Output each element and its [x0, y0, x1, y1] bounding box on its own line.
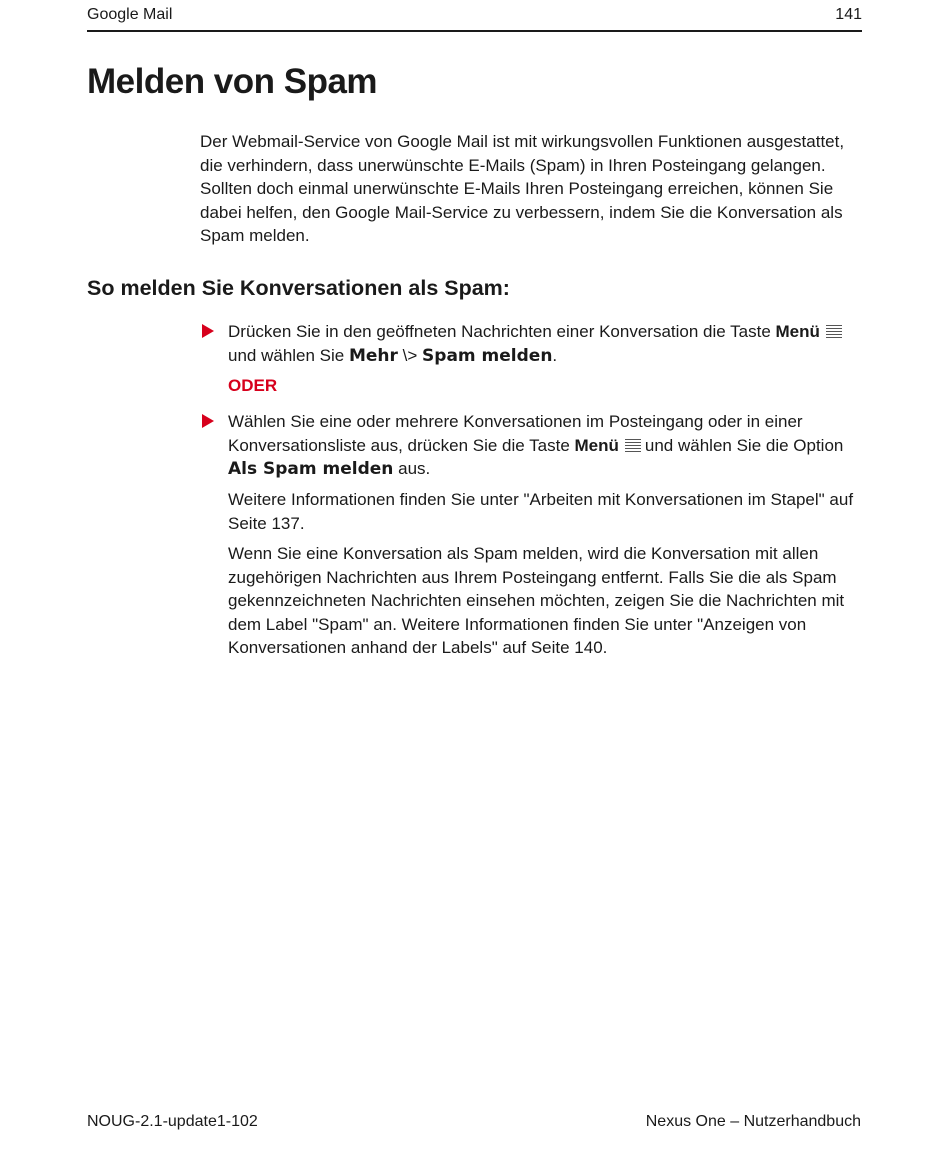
section-heading: So melden Sie Konversationen als Spam: — [87, 276, 510, 300]
menu-icon — [625, 439, 641, 453]
page-title: Melden von Spam — [87, 62, 378, 101]
step-1: Drücken Sie in den geöffneten Nachrichten einer Konversation die Taste Menü und wählen Sie Mehr \> Spam melden. — [228, 320, 868, 368]
page-number: 141 — [835, 6, 862, 23]
or-separator: ODER — [228, 376, 278, 395]
step-2: Wählen Sie eine oder mehrere Konversationen im Posteingang oder in einer Konversationsliste aus, drücken Sie die Taste Menü und wählen Sie die Option Als Spam melden aus. — [228, 412, 844, 480]
more-info-paragraph: Weitere Informationen finden Sie unter "Arbeiten mit Konversationen im Stapel" auf Seite 137. — [228, 490, 854, 533]
header-chapter: Google Mail — [87, 6, 173, 23]
page-header — [87, 5, 862, 32]
footer-manual-title: Nexus One – Nutzerhandbuch — [645, 1113, 861, 1130]
spam-info-paragraph: Wenn Sie eine Konversation als Spam melden, wird die Konversation mit allen zugehörigen Nachrichten aus Ihrem Posteingang entfernt. Falls Sie die als Spam gekennzeichneten Nachrichten einsehen möchten, zeigen Sie die Nachrichten mit dem Label "Spam" an. Weitere Informationen finden Sie unter "Anzeigen von Konversationen anhand der Labels" auf Seite 140. — [228, 544, 845, 658]
footer-document-id: NOUG-2.1-update1-102 — [87, 1113, 258, 1130]
menu-icon — [826, 325, 842, 339]
intro-paragraph: Der Webmail-Service von Google Mail ist mit wirkungsvollen Funktionen ausgestattet, die verhindern, dass unerwünschte E-Mails (Spam) in Ihren Posteingang gelangen. Sollten doch einmal unerwünschte E-Mails Ihren Posteingang erreichen, können Sie dabei helfen, den Google Mail-Service zu verbessern, indem Sie die Konversation als Spam melden. — [200, 132, 845, 246]
bullet-arrow-icon — [202, 324, 214, 338]
bullet-arrow-icon — [202, 414, 214, 428]
